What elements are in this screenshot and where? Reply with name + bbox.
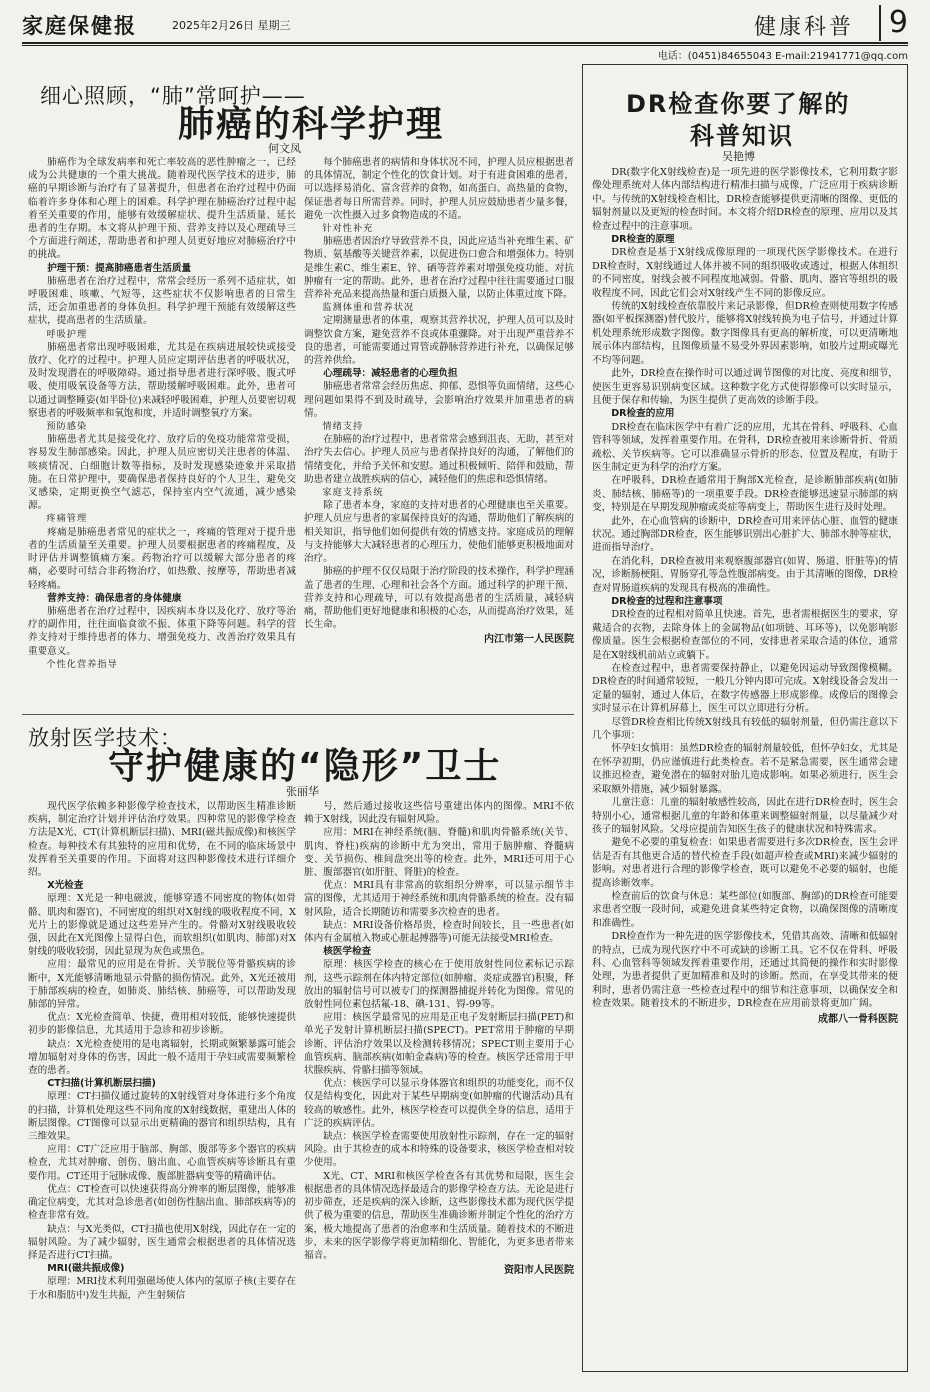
subsection-heading: 预防感染 <box>46 421 88 433</box>
section-heading: X光检查 <box>47 880 84 892</box>
paragraph: 此外，在心血管病的诊断中，DR检查可用来评估心脏、血管的健康状况。通过胸部DR检查，医生能够识别出心脏扩大、肺部水肿等症状，进而指导治疗。 <box>592 515 898 554</box>
section-heading: 护理干预：提高肺癌患者生活质量 <box>47 262 192 274</box>
art3-author: 吴艳博 <box>722 150 755 163</box>
paragraph: 检查前后的饮食与休息：某些部位(如腹部、胸部)的DR检查可能要求患者空腹一段时间，或避免进食某些特定食物，以确保图像的清晰度和准确性。 <box>592 890 898 929</box>
section-heading: CT扫描(计算机断层扫描) <box>47 1078 156 1090</box>
paragraph: 肺癌患者尤其是接受化疗、放疗后的免疫功能常常受损，容易发生肺部感染。因此，护理人员应密切关注患者的体温、咳痰情况、白细胞计数等指标，及时发现感染迹象并采取措施。在日常护理中，要确保患者保持良好的个人卫生，避免交叉感染，定期更换空气滤芯，保持室内空气流通，减少感染源。 <box>28 434 296 512</box>
masthead <box>22 5 908 42</box>
paragraph: 缺点：与X光类似，CT扫描也使用X射线，因此存在一定的辐射风险。为了减少辐射，医生通常会根据患者的具体情况选择是否进行CT扫描。 <box>28 1223 296 1261</box>
paragraph: 定期测量患者的体重，观察其营养状况，护理人员可以及时调整饮食方案，避免营养不良或体重骤降。对于出现严重营养不良的患者，可能需要通过胃管或静脉营养进行补充，以确保足够的营养供给。 <box>304 315 574 367</box>
section-heading: 核医学检查 <box>323 946 372 958</box>
art3-body <box>592 166 898 1364</box>
paragraph: 每个肺癌患者的病情和身体状况不同，护理人员应根据患者的具体情况，制定个性化的饮食计划。对于有进食困难的患者，可以选择易消化、富含营养的食物，如高蛋白、高热量的食物，保证患者每日所需营养。同时，护理人员应鼓励患者少量多餐，避免一次性摄入过多食物造成的不适。 <box>304 157 574 221</box>
art1-author: 何文凤 <box>268 142 301 155</box>
subsection-heading: 针对性补充 <box>322 223 374 235</box>
paragraph: 优点：X光检查简单、快捷，费用相对较低，能够快速提供初步的影像信息，尤其适用于急诊和初步诊断。 <box>28 1012 296 1037</box>
paragraph: 优点：核医学可以显示身体器官和组织的功能变化，而不仅仅是结构变化，因此对于某些早期病变(如肿瘤的代谢活动)具有较高的敏感性。此外，核医学检查可以提供全身的信息，适用于广泛的疾病评估。 <box>304 1078 574 1129</box>
paragraph: 肺癌作为全球发病率和死亡率较高的恶性肿瘤之一，已经成为公共健康的一个重大挑战。随着现代医学技术的进步，肺癌的早期诊断与治疗有了显著提升，但患者在治疗过程中仍面临着许多身体和心理上的困难。科学护理在肺癌治疗过程中起着至关重要的作用，能够有效缓解症状、提升生活质量、延长患者的生存期。本文将从护理干预、营养支持以及心理疏导三个方面进行阐述，帮助患者和护理人员更好地应对肺癌治疗中的挑战。 <box>28 157 296 261</box>
paper-name: 家庭保健报 <box>22 14 137 38</box>
paragraph: 除了患者本身，家庭的支持对患者的心理健康也至关重要。护理人员应与患者的家属保持良好的沟通，帮助他们了解疾病的相关知识，指导他们如何提供有效的情感支持。家庭成员的理解与支持能够大大减轻患者的心理压力，使他们能够更积极地面对治疗。 <box>304 500 574 565</box>
paragraph: 优点：CT检查可以快速获得高分辨率的断层图像，能够准确定位病变，尤其对急诊患者(如创伤性脑出血、肺部疾病等)的检查非常有效。 <box>28 1183 296 1222</box>
paragraph: 在呼吸科，DR检查通常用于胸部X光检查，是诊断肺部疾病(如肺炎、肺结核、肺癌等)的一项重要手段。DR检查能够迅速显示肺部的病变，特别是在早期发现肿瘤或炎症等病变上，帮助医生进行及时处理。 <box>592 475 898 514</box>
subsection-heading: 疼痛管理 <box>46 513 88 525</box>
subsection-heading: 呼吸护理 <box>46 328 88 340</box>
paragraph: 应用：核医学最常见的应用是正电子发射断层扫描(PET)和单光子发射计算机断层扫描(SPECT)。PET常用于肿瘤的早期诊断、评估治疗效果以及检测转移情况；SPECT则主要用于心血管疾病、脑部疾病(如帕金森病)等的检查。核医学还常用于甲状腺疾病、骨骼扫描等领域。 <box>304 1012 574 1077</box>
paragraph: 在检查过程中，患者需要保持静止，以避免因运动导致图像模糊。DR检查的时间通常较短，一般几分钟内即可完成。X射线设备会发出一定量的辐射，通过人体后，在数字传感器上形成影像。成像后的图像会实时显示在计算机屏幕上，医生可以立即进行分析。 <box>592 663 898 715</box>
section-heading: DR检查的原理 <box>611 234 675 246</box>
art2-author: 张丽华 <box>286 785 319 798</box>
paragraph: 此外，DR检查在操作时可以通过调节图像的对比度、亮度和细节，使医生更容易识别病变区域。这种数字化方式使得影像可以实时显示，且便于保存和传输，为医生提供了更高效的诊断手段。 <box>592 368 898 406</box>
subsection-heading: 情绪支持 <box>322 421 364 433</box>
article-source: 内江市第一人民医院 <box>484 634 574 646</box>
art2-column-1 <box>28 800 296 1372</box>
paragraph: DR检查在临床医学中有着广泛的应用，尤其在骨科、呼吸科、心血管科等领域，发挥着重要作用。在骨科，DR检查被用来诊断骨折、骨质疏松、关节疾病等。它可以准确显示骨折的形态、位置及程度，有助于医生制定更为科学的治疗方案。 <box>592 421 898 473</box>
paragraph: DR检查是基于X射线成像原理的一项现代医学影像技术。在进行DR检查时，X射线通过人体并被不同的组织吸收或透过，根据人体组织的不同密度，射线会被不同程度地减弱。骨骼、肌肉、器官等组织的吸收程度不同，因此它们会对X射线产生不同的影像反应。 <box>592 247 898 299</box>
art1-title: 肺癌的科学护理 <box>178 104 445 145</box>
paragraph: DR检查作为一种先进的医学影像技术，凭借其高效、清晰和低辐射的特点，已成为现代医疗中不可或缺的诊断工具。它不仅在骨科、呼吸科、心血管科等领域发挥着重要作用，还通过其简便的操作和实时影像处理，为患者提供了更加精准和及时的诊断。然而，在享受其带来的便利时，患者仍需注意一些检查过程中的细节和注意事项，以确保安全和检查效果。随着技术的不断进步，DR检查在应用前景将更加广阔。 <box>592 931 898 1010</box>
paragraph: DR检查的过程相对简单且快速。首先，患者需根据医生的要求，穿戴适合的衣物，去除身体上的金属物品(如项链、耳环等)，以免影响影像质量。医生会根据检查部位的不同，安排患者采取合适的体位，通常是在X射线机前站立或躺下。 <box>592 609 898 661</box>
paragraph: 在消化科，DR检查被用来观察腹部器官(如胃、肠道、肝脏等)的情况，诊断肠梗阻、胃肠穿孔等急性腹部病变。由于其清晰的图像，DR检查对胃肠道疾病的发现具有极高的准确性。 <box>592 555 898 594</box>
section-name: 健康科普 <box>753 15 854 40</box>
paragraph: 优点：MRI具有非常高的软组织分辨率，可以显示细节丰富的图像，尤其适用于神经系统和肌肉骨骼系统的检查。没有辐射风险，适合长期随访和需要多次检查的患者。 <box>304 880 574 918</box>
paragraph: 原理：MRI技术利用强磁场使人体内的氢原子核(主要存在于水和脂肪中)发生共振，产生射频信 <box>28 1276 296 1301</box>
subsection-heading: 监测体重和营养状况 <box>322 302 415 314</box>
paragraph: 儿童注意：儿童的辐射敏感性较高，因此在进行DR检查时，医生会特别小心，通常根据儿童的年龄和体重来调整辐射剂量，以尽量减少对孩子的辐射风险。父母应提前告知医生孩子的健康状况和特殊需求。 <box>592 797 898 835</box>
paragraph: 原理：CT扫描仪通过旋转的X射线管对身体进行多个角度的扫描，计算机处理这些不同角度的X射线数据，重建出人体的断层图像。CT图像可以显示出更精确的器官和组织结构，具有三维效果。 <box>28 1091 296 1143</box>
section-heading: MRI(磁共振成像) <box>47 1263 125 1275</box>
art2-column-2 <box>304 800 574 1372</box>
subsection-heading: 个性化营养指导 <box>46 658 118 670</box>
paragraph: 肺癌患者常出现呼吸困难，尤其是在疾病进展较快或接受放疗、化疗的过程中。护理人员应定期评估患者的呼吸状况，及时发现潜在的呼吸障碍。通过指导患者进行深呼吸、腹式呼吸、使用吸氧设备等方法，帮助缓解呼吸困难。此外，患者可以通过调整睡姿(如半卧位)来减轻呼吸困难，护理人员要密切观察患者的呼吸频率和氧饱和度，并适时调整氧疗方案。 <box>28 341 296 419</box>
article-divider <box>22 714 574 715</box>
paragraph: 现代医学依赖多种影像学检查技术，以帮助医生精准诊断疾病，制定治疗计划并评估治疗效果。四种常见的影像学检查方法是X光、CT(计算机断层扫描)、MRI(磁共振成像)和核医学检查。每种技术有其独特的应用和优势，在不同的临床场景中发挥着至关重要的作用。下面将对这四种影像技术进行详细介绍。 <box>28 801 296 879</box>
paragraph: 肺癌患者在治疗过程中，常常会经历一系列不适症状，如呼吸困难、咳嗽、气短等，这些症状不仅影响患者的日常生活，还会加重患者的身体负担。科学护理干预能有效缓解这些症状，提高患者的生活质量。 <box>28 275 296 327</box>
art3-title-line1: DR检查你要了解的 <box>626 90 851 118</box>
paragraph: 缺点：核医学检查需要使用放射性示踪剂，存在一定的辐射风险。由于其检查的成本和特殊的设备要求，核医学检查相对较少使用。 <box>304 1131 574 1169</box>
issue-date: 2025年2月26日 星期三 <box>172 19 291 32</box>
art3-title-line2: 科普知识 <box>690 122 794 150</box>
paragraph: 肺癌患者因治疗导致营养不良，因此应适当补充维生素、矿物质、氨基酸等关键营养素，以促进伤口愈合和增强体力。特别是维生素C、维生素E、锌、硒等营养素对增强免疫功能、对抗肿瘤有一定的帮助。此外，患者在治疗过程中往往需要通过口服营养补充品来提高热量和蛋白质摄入量，以防止体重过度下降。 <box>304 236 574 301</box>
paragraph: 在肺癌的治疗过程中，患者常常会感到沮丧、无助，甚至对治疗失去信心。护理人员应与患者保持良好的沟通，了解他们的情绪变化，并给予关怀和安慰。通过积极倾听、陪伴和鼓励，帮助患者建立战胜疾病的信心，减轻他们的焦虑和恐惧情绪。 <box>304 434 574 485</box>
article-source: 成都八一骨科医院 <box>818 1013 898 1025</box>
paragraph: 应用：CT广泛应用于脑部、胸部、腹部等多个器官的疾病检查，尤其对肿瘤、创伤、脑出血、心血管疾病等诊断具有重要作用。CT还用于冠脉成像、腹部脏器病变等的精确评估。 <box>28 1144 296 1182</box>
paragraph: 尽管DR检查相比传统X射线具有较低的辐射剂量，但仍需注意以下几个事项： <box>592 716 898 742</box>
paragraph: 应用：MRI在神经系统(脑、脊髓)和肌肉骨骼系统(关节、肌肉、脊柱)疾病的诊断中尤为突出，常用于脑肿瘤、脊髓病变、关节损伤、椎间盘突出等的检查。此外，MRI还可用于心脏、腹部器官(如肝脏、肾脏)的检查。 <box>304 827 574 879</box>
paragraph: 原理：核医学检查的核心在于使用放射性同位素标记示踪剂，这些示踪剂在体内特定部位(如肿瘤、炎症或器官)积聚，释放出的辐射信号可以被专门的探测器捕捉并转化为图像。常见的放射性同位素包括氟-18、碘-131、锝-99等。 <box>304 959 574 1011</box>
art2-title: 守护健康的“隐形”卫士 <box>108 746 502 787</box>
paragraph: 缺点：MRI设备价格昂贵，检查时间较长，且一些患者(如体内有金属植入物或心脏起搏器等)可能无法接受MRI检查。 <box>304 919 574 945</box>
paragraph: 怀孕妇女慎用：虽然DR检查的辐射剂量较低，但怀孕妇女，尤其是在怀孕初期，仍应谨慎进行此类检查。若不是紧急需要，医生通常会建议推迟检查，避免潜在的辐射对胎儿造成影响。如果必须进行，医生会采取额外措施，减少辐射暴露。 <box>592 743 898 795</box>
contact-line: 电话：(0451)84655043 E-mail:21941771@qq.com <box>657 51 908 62</box>
paragraph: DR(数字化X射线检查)是一项先进的医学影像技术，它利用数字影像处理系统对人体内部结构进行精准扫描与成像，广泛应用于疾病诊断中。与传统的X射线检查相比，DR检查能够提供更清晰的图像、更低的辐射剂量以及更短的检查时间。本文将介绍DR检查的原理、应用以及其检查过程中的注意事项。 <box>592 167 898 232</box>
paragraph: 肺癌患者在治疗过程中，因疾病本身以及化疗、放疗等治疗的副作用，往往面临食欲不振、体重下降等问题。科学的营养支持对于维持患者的体力、增强免疫力、改善治疗效果具有重要意义。 <box>28 605 296 657</box>
paragraph: X光、CT、MRI和核医学检查各有其优势和局限，医生会根据患者的具体情况选择最适合的影像学检查方法。无论是进行初步筛查，还是疾病的深入诊断，这些影像技术都为现代医学提供了极为重要的信息，帮助医生准确诊断并制定个性化的治疗方案，极大地提高了患者的治愈率和生活质量。随着技术的不断进步，未来的医学影像学将更加精细化、智能化，为更多患者带来福音。 <box>304 1170 574 1261</box>
article-source: 资阳市人民医院 <box>504 1265 574 1277</box>
paragraph: 肺癌患者常常会经历焦虑、抑郁、恐惧等负面情绪，这些心理问题如果得不到及时疏导，会影响治疗效果并加重患者的病情。 <box>304 381 574 419</box>
section-heading: 营养支持：确保患者的身体健康 <box>47 592 182 604</box>
paragraph: 避免不必要的重复检查：如果患者需要进行多次DR检查，医生会评估是否有其他更合适的替代检查手段(如超声检查或MRI)来减少辐射的影响。对患者进行合理的影像学检查，既可以避免不必要的辐射，也能提高诊断效率。 <box>592 837 898 889</box>
paragraph: 疼痛是肺癌患者常见的症状之一，疼痛的管理对于提升患者的生活质量至关重要。护理人员要根据患者的疼痛程度，及时评估并调整镇痛方案。药物治疗可以缓解大部分患者的疼痛，必要时可结合非药物治疗，如热敷、按摩等，帮助患者减轻疼痛。 <box>28 526 296 591</box>
section-heading: DR检查的应用 <box>611 408 675 420</box>
art1-column-1 <box>28 156 296 712</box>
page-number: 9 <box>879 5 908 41</box>
paragraph: 应用：最常见的应用是在骨折、关节脱位等骨骼疾病的诊断中，X光能够清晰地显示骨骼的损伤情况。此外，X光还被用于肺部疾病的检查，如肺炎、肺结核、肺癌等，可以帮助发现肺部的异常。 <box>28 959 296 1011</box>
masthead-rule-thin <box>22 45 908 46</box>
art1-kicker: 细心照顾，“肺”常呵护—— <box>40 84 306 108</box>
paragraph: 原理：X光是一种电磁波，能够穿透不同密度的物体(如骨骼、肌肉和器官)，不同密度的组织对X射线的吸收程度不同，X光片上的影像就是通过这些差异产生的。骨骼对X射线吸收较强，因此在X光图像上显得白色，而软组织(如肌肉、肺部)对X射线的吸收较弱，因此显现为灰色或黑色。 <box>28 893 296 958</box>
masthead-rule <box>22 42 908 44</box>
paragraph: 肺癌的护理不仅仅局限于治疗阶段的技术操作，科学护理涵盖了患者的生理、心理和社会各个方面。通过科学的护理干预、营养支持和心理疏导，可以有效提高患者的生活质量，减轻病痛，帮助他们更好地健康和积极的心态，从而提高治疗效果，延长生命。 <box>304 566 574 631</box>
section-heading: DR检查的过程和注意事项 <box>611 596 723 607</box>
subsection-heading: 家庭支持系统 <box>322 487 384 499</box>
art1-column-2 <box>304 156 574 712</box>
paragraph: 传统的X射线检查依靠胶片来记录影像，但DR检查则使用数字传感器(如平板探测器)替代胶片，能够将X射线转换为电子信号，并通过计算机处理系统形成数字图像。数字图像具有更高的解析度，可以更清晰地展示体内部结构，且图像质量不易受外界因素影响，如胶片过期或曝光不均等问题。 <box>592 301 898 366</box>
paragraph: 号，然后通过接收这些信号重建出体内的图像。MRI不依赖于X射线，因此没有辐射风险。 <box>304 801 574 826</box>
paragraph: 缺点：X光检查使用的是电离辐射，长期或频繁暴露可能会增加辐射对身体的伤害，因此一般不适用于孕妇或需要频繁检查的患者。 <box>28 1038 296 1077</box>
art2-kicker: 放射医学技术： <box>28 726 182 750</box>
section-heading: 心理疏导：减轻患者的心理负担 <box>323 368 458 380</box>
